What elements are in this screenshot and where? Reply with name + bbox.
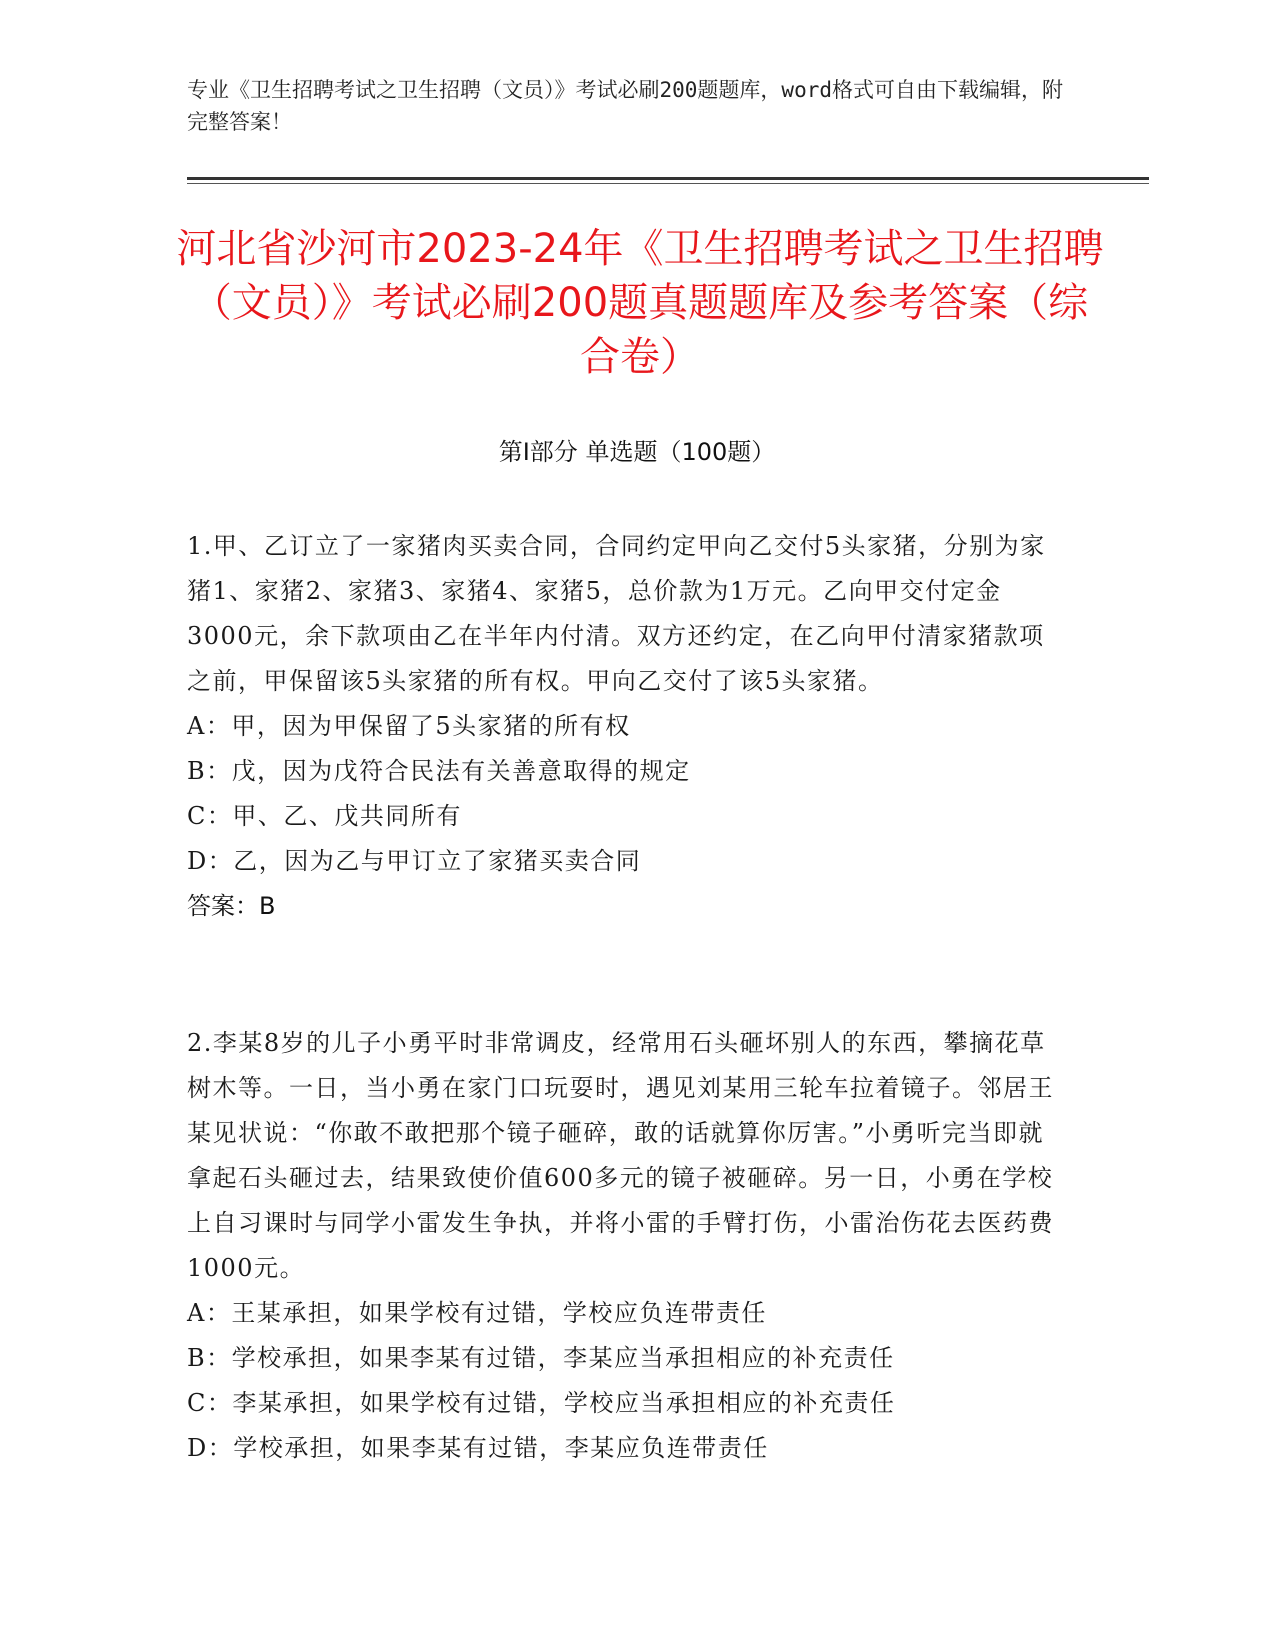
question-stem: 1.甲、乙订立了一家猪肉买卖合同，合同约定甲向乙交付5头家猪，分别为家猪1、家猪2、家猪3、家猪4、家猪5，总价款为1万元。乙向甲交付定金3000元，余下款项由乙在半年内付清。双方还约定，在乙向甲付清家猪款项之前，甲保留该5头家猪的所有权。甲向乙交付了该5头家猪。 [187, 532, 1046, 695]
header-rule-thick [187, 177, 1149, 180]
header-rule-thin [187, 183, 1149, 184]
option-d: D：乙，因为乙与甲订立了家猪买卖合同 [187, 847, 642, 875]
header-note: 专业《卫生招聘考试之卫生招聘（文员）》考试必刷200题题库，word格式可自由下载编辑，附完整答案！ [187, 78, 1063, 134]
section-title: 第Ⅰ部分 单选题（100题） [498, 438, 776, 466]
document-title: 河北省沙河市2023-24年《卫生招聘考试之卫生招聘（文员）》考试必刷200题真题题库及参考答案（综合卷） [176, 226, 1104, 380]
option-b: B：学校承担，如果李某有过错，李某应当承担相应的补充责任 [187, 1344, 895, 1372]
option-d: D：学校承担，如果李某有过错，李某应负连带责任 [187, 1434, 769, 1462]
option-c: C：甲、乙、戊共同所有 [187, 802, 462, 830]
option-a: A：甲，因为甲保留了5头家猪的所有权 [187, 712, 631, 740]
option-a: A：王某承担，如果学校有过错，学校应负连带责任 [187, 1299, 767, 1327]
answer: 答案：B [187, 892, 276, 920]
question-2 [187, 1021, 1067, 1471]
option-c: C：李某承担，如果学校有过错，学校应当承担相应的补充责任 [187, 1389, 896, 1417]
question-1 [187, 524, 1067, 929]
option-b: B：戊，因为戊符合民法有关善意取得的规定 [187, 757, 691, 785]
question-stem: 2.李某8岁的儿子小勇平时非常调皮，经常用石头砸坏别人的东西，攀摘花草树木等。一日，当小勇在家门口玩耍时，遇见刘某用三轮车拉着镜子。邻居王某见状说：“你敢不敢把那个镜子砸碎，敢的话就算你厉害。”小勇听完当即就拿起石头砸过去，结果致使价值600多元的镜子被砸碎。另一日，小勇在学校上自习课时与同学小雷发生争执，并将小雷的手臂打伤，小雷治伤花去医药费1000元。 [187, 1029, 1054, 1282]
